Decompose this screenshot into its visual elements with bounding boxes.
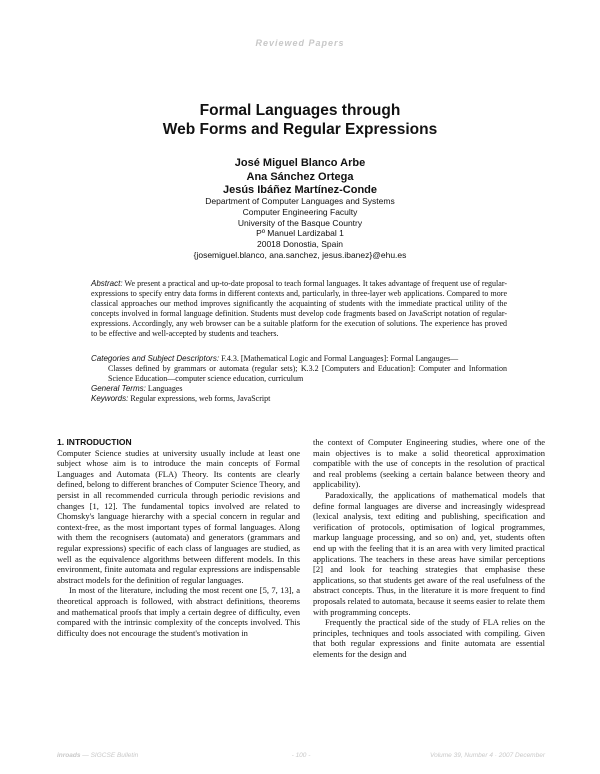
affiliation-emails: {josemiguel.blanco, ana.sanchez, jesus.ibanez}@ehu.es	[193, 249, 407, 260]
general-terms-label: General Terms:	[91, 384, 146, 393]
keywords-label: Keywords:	[91, 394, 129, 403]
categories-line	[91, 354, 507, 364]
abstract-label: Abstract:	[91, 279, 123, 288]
left-column	[57, 437, 300, 638]
title-line-2: Web Forms and Regular Expressions	[162, 121, 438, 138]
keywords-line	[91, 394, 507, 404]
abstract	[91, 279, 507, 339]
body-paragraph: Frequently the practical side of the study of FLA relies on the principles, techniques and tools associated with compiling. Given that both regular expressions and finite automata are essential elements for the design and	[313, 617, 545, 659]
author-name: Jesús Ibáñez Martínez-Conde	[222, 184, 378, 196]
footer-page-number: - 100 -	[291, 752, 311, 759]
footer-bulletin: — SIGCSE Bulletin	[80, 752, 139, 759]
body-paragraph: the context of Computer Engineering studies, where one of the main objectives is to make a solid theoretical approximation compatible with the use of concepts in the resolution of practical and real problems (seeking a certain balance between theory and applicability).	[313, 437, 545, 490]
footer-journal-name: inroads	[57, 752, 81, 759]
categories-text-rest: Classes defined by grammars or automata (regular sets); K.3.2 [Computers and Education]: Computer and Information Science Education—computer science education, curriculum	[108, 364, 507, 383]
body-paragraph: Paradoxically, the applications of mathematical models that define formal languages are diverse and increasingly widespread (lexical analysis, text editing and publishing, specification and verification of protocols, optimisation of logical programmes, markup language processing, and so on) and, yet, students often end up with the feeling that it is an area with very limited practical applications. The teachers in these areas have similar perceptions [2] and look for teaching strategies that emphasise these applications, so that students get aware of the real usefulness of the abstract concepts. Thus, in the literature it is more frequent to find proposals related to automata, because it seems easier to relate them with programming concepts.	[313, 489, 545, 617]
general-terms-value: Languages	[147, 384, 183, 393]
author-name: Ana Sánchez Ortega	[246, 170, 354, 183]
affiliation-department: Department of Computer Languages and Systems	[205, 196, 395, 206]
affiliation-street: Pº Manuel Lardizabal 1	[256, 228, 344, 239]
section-heading: 1. INTRODUCTION	[57, 437, 132, 447]
keywords-value: Regular expressions, web forms, JavaScript	[130, 394, 271, 403]
running-head: Reviewed Papers	[255, 38, 345, 48]
footer-volume: Volume 39, Number 4 · 2007 December	[429, 752, 545, 759]
right-column	[313, 437, 545, 659]
affiliation-faculty: Computer Engineering Faculty	[242, 206, 358, 217]
affiliation-university: University of the Basque Country	[237, 217, 363, 228]
categories-block	[91, 354, 507, 404]
categories-label: Categories and Subject Descriptors:	[91, 354, 220, 363]
general-terms-line	[91, 384, 507, 394]
body-paragraph: In most of the literature, including the most recent one [5, 7, 13], a theoretical approach is followed, with abstract definitions, theorems and mathematical proofs that imply a certain degree of difficulty, even compared with the intrinsic complexity of the concepts involved. This difficulty does not encourage the student's motivation in	[57, 585, 300, 638]
abstract-text: We present a practical and up-to-date proposal to teach formal languages. It takes advantage of frequent use of regular-expressions to specify entry data forms in different contexts and, particularly, in three-layer web applications. Compared to more classical approaches our method improves significantly the acquainting of students with the immediate practical utility of the concepts involved in formal language definition. Students must develop code fragments based on JavaScript notation of regular-expressions. Accordingly, any web browser can be a suitable platform for the execution of solutions. The experience has proved to be effective and well-accepted by students and teachers.	[91, 279, 507, 338]
title-line-1: Formal Languages through	[199, 102, 401, 119]
affiliation-block	[0, 196, 600, 261]
affiliation-city: 20018 Donostia, Spain	[256, 239, 343, 250]
body-paragraph: Computer Science studies at university usually include at least one subject whose aim is to introduce the main concepts of Formal Languages and Automata (FLA) Theory. Its contents are clearly defined, belong to different branches of Computer Science Theory, and persist in all recommended curricula through periodic revisions and changes [1, 12]. The fundamental topics involved are related to Chomsky's language hierarchy with a special concern in regular and context-free, as the most important types of formal languages. Along with them the recognisers (automata) and generators (grammars and regular expressions) specific of each class of languages are studied, as well as the equivalence algorithms between different models. In this environment, finite automata and regular expressions are indispensable abstract models for the definition of regular languages.	[57, 447, 300, 585]
author-name: José Miguel Blanco Arbe	[234, 157, 366, 169]
paper-title	[0, 101, 600, 139]
author-list	[0, 157, 600, 198]
categories-text-first: F.4.3. [Mathematical Logic and Formal Languages]: Formal Langauges—	[221, 354, 459, 363]
